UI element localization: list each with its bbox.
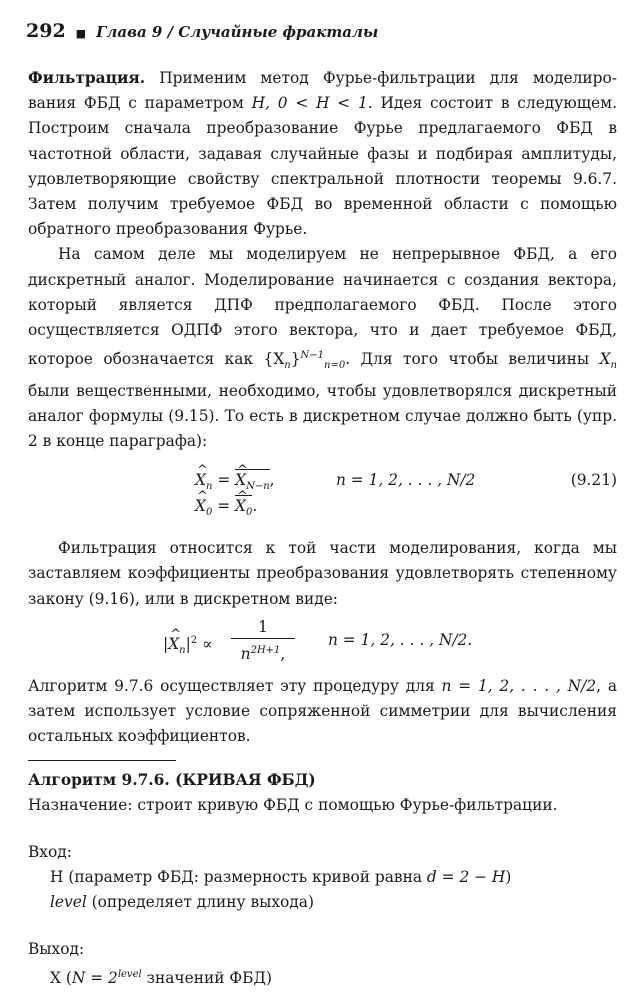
math-abs: | [185,634,191,653]
paragraph-text: Применим метод Фурье-фильтрации для моделиро-вания ФБД с параметром [28,69,617,113]
math-condition: n = 1, 2, . . . , N/2 [441,676,597,695]
fraction-numerator: 1 [231,616,295,639]
math-sub: 0 [205,507,213,519]
output-text: X ( [50,969,72,988]
input-text: (определяет длину выхода) [86,893,314,911]
math-sub: N−n [246,481,270,493]
math-equals: = [212,497,236,516]
math-sub: 0 [246,507,253,519]
algorithm-input-label: Вход: [28,843,72,861]
paragraph-text: были вещественными, необходимо, чтобы удовлетворялся дискретный аналог формулы (9.15). То есть в дискретном случае должно быть (упр. 2 в конце параграфа): [28,381,617,451]
math-X-hat: ^ X [195,468,206,493]
section-rule [28,760,176,761]
math-sub: n [610,360,617,372]
paragraph-filtering-intro [28,66,617,242]
page-body [28,66,617,749]
math-X-hat: ^ X [235,494,246,519]
paragraph-text: Алгоритм 9.7.6 осуществляет эту процедуру для [28,676,442,695]
math-conjugate [235,495,253,519]
paragraph-algorithm-ref [28,674,617,750]
header-separator: ■ [75,27,87,40]
paragraph-lead: Фильтрация. [28,69,146,87]
math-sup: 2 [190,634,198,646]
math-sub: n [284,360,291,372]
math-H: H [251,94,266,113]
math-level: level [50,893,87,911]
math-sup: level [117,969,142,980]
math-sup: N−1 [300,350,325,362]
equation-9-21 [28,464,617,522]
math-proportional: ∝ [197,634,213,653]
math-X-hat: ^ X [195,494,206,519]
input-text: ) [505,868,512,886]
math-X: X [599,350,611,369]
algorithm-title: Алгоритм 9.7.6. (КРИВАЯ ФБД) [28,771,316,789]
math-part: } [290,350,301,369]
spacer [28,915,617,937]
math-part: {X [263,350,285,369]
paragraph-text: . Для того чтобы величины [345,350,600,369]
math-punct: , [280,644,286,663]
math-dimension: d = 2 − H [426,868,506,886]
algorithm-purpose: Назначение: строит кривую ФБД с помощью Фурье-фильтрации. [28,796,558,814]
algorithm-output-1 [28,962,617,991]
spacer [28,818,617,840]
math-condition: , 0 < H < 1. [265,94,373,113]
equation-line-2 [195,494,257,525]
output-text: значений ФБД) [141,969,272,988]
equation-number: (9.21) [570,471,617,490]
equation-fraction [231,616,295,666]
equation-condition: n = 1, 2, . . . , N/2. [328,630,473,649]
algorithm-block [28,768,617,991]
math-sub: n=0 [324,360,346,372]
equation-lhs [163,628,212,663]
equation-condition: n = 1, 2, . . . , N/2 [336,471,476,490]
math-X-hat: ^ X [235,468,246,493]
math-equals: = [212,471,236,490]
algorithm-output-label: Выход: [28,940,85,958]
math-sub: n [205,481,213,493]
math-punct: , [269,471,275,490]
paragraph-text: , а затем использует условие сопряженной симметрии для вычисления остальных коэффициентов. [28,676,617,746]
paragraph-text: Идея состоит в следующем. Построим сначала преобразование Фурье предлагаемого ФБД в частотной области, задавая случайные фазы и подбирая амплитуды, удовлетворяющие свойству спектральной плотности теоремы 9.6.7. Затем получим требуемое ФБД во временной области с помощью обратного преобразования Фурье. [28,94,618,239]
algorithm-input-1 [28,865,617,890]
math-punct: . [252,497,258,516]
input-text: H (параметр ФБД: размерность кривой равна [50,868,427,886]
paragraph-power-law: Фильтрация относится к той части моделирования, когда мы заставляем коэффициенты преобразования удовлетворять степенному закону (9.16), или в дискретном виде: [28,539,617,608]
math-sup: 2H+1 [250,644,281,656]
math-set [263,350,346,372]
paragraph-text: На самом деле мы моделируем не непрерывное ФБД, а его дискретный аналог. Моделирование начинается с создания вектора, который является ДПФ предполагаемого ФБД. После этого осуществляется ОДПФ этого вектора, что и дает требуемое ФБД, которое обозначается как [28,245,617,369]
page-header [26,20,615,42]
page-number: 292 [26,20,66,42]
algorithm-input-2 [28,890,617,915]
math-sub: n [179,645,186,657]
math-n: n [240,644,251,663]
math-X-hat: ^ X [168,632,179,657]
running-head: Глава 9 / Случайные фракталы [96,23,379,41]
equation-power-law [28,616,617,666]
fraction-denominator [231,639,295,666]
math-abs: | [163,634,169,653]
math-N: N = 2 [71,969,118,988]
paragraph-discrete [28,242,617,454]
